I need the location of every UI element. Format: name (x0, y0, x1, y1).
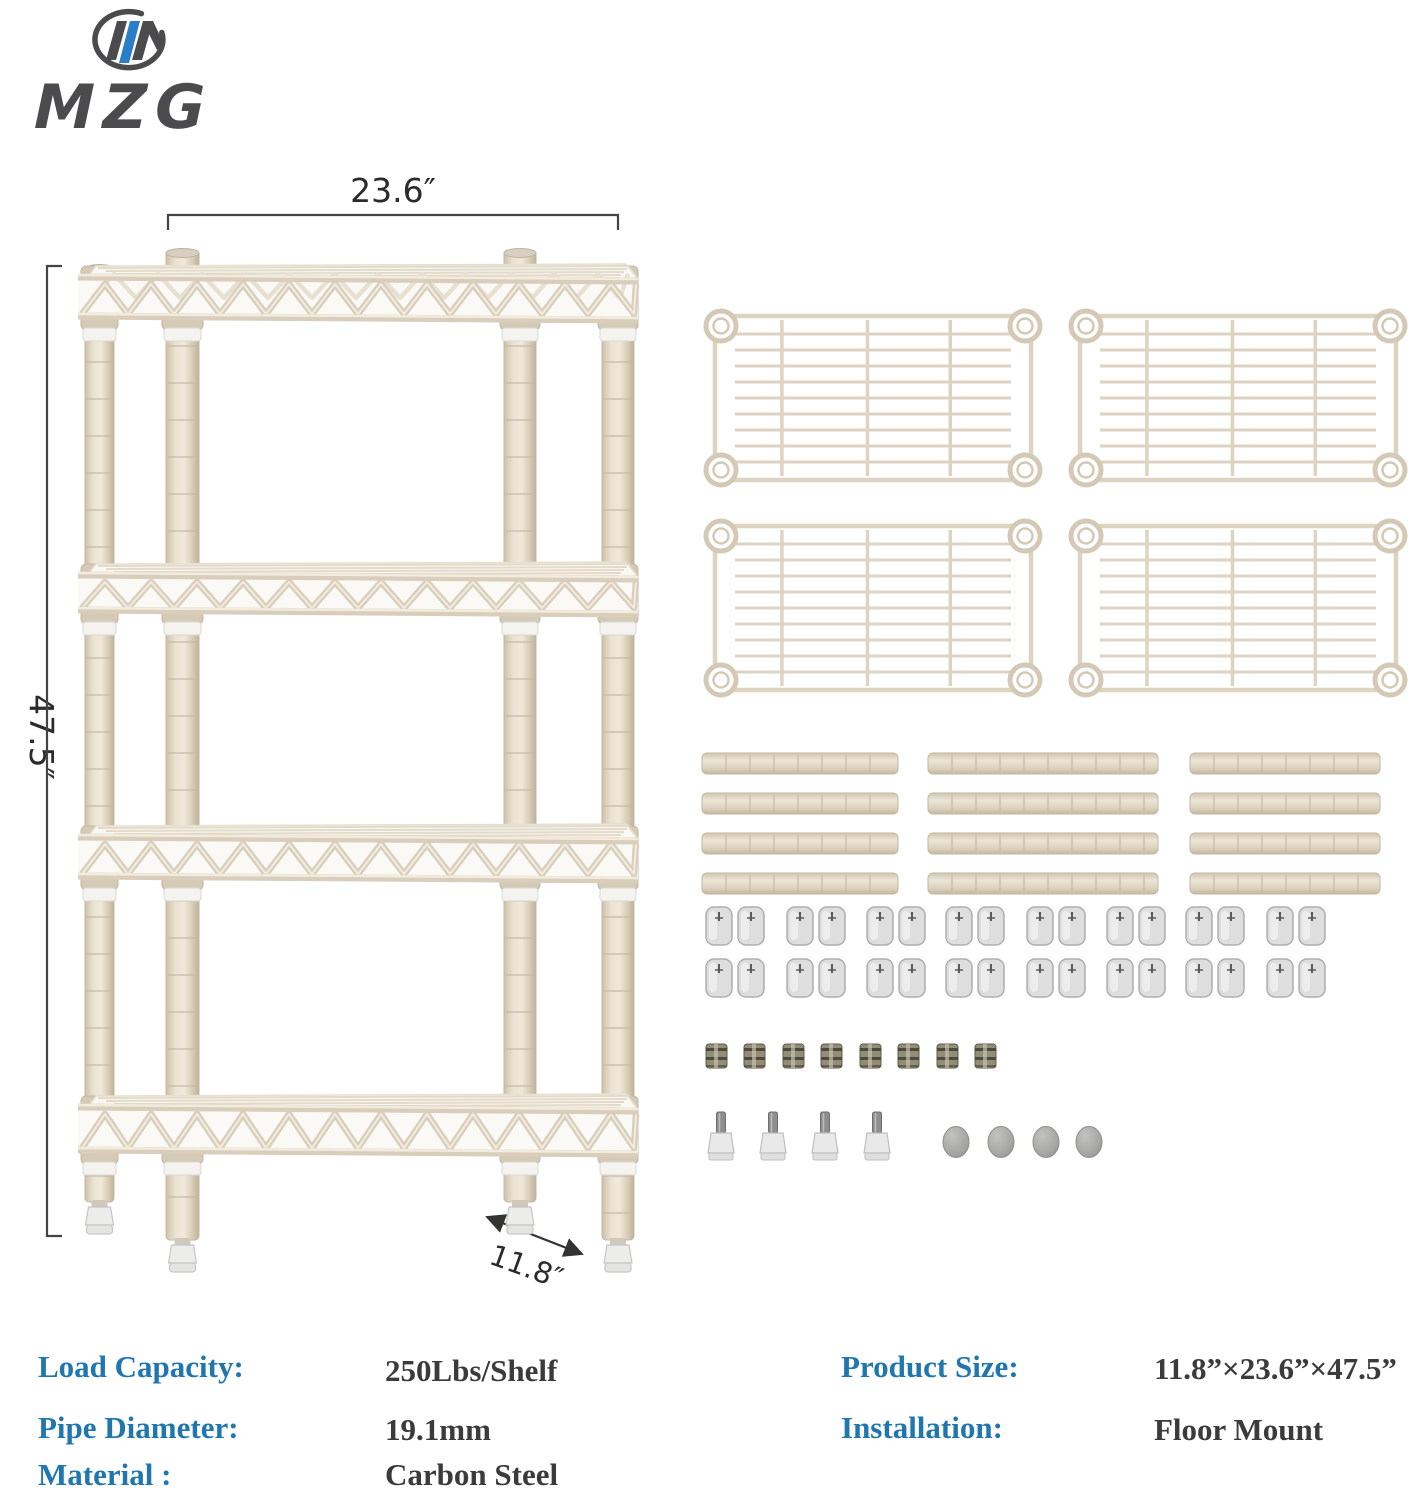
pole-collar-ring (502, 328, 538, 341)
sleeve-clip (1107, 959, 1133, 997)
pole-collar-ring (600, 1162, 636, 1175)
spec-value-material: Carbon Steel (385, 1457, 559, 1492)
brand-logo (34, 12, 214, 143)
sleeve-clip (819, 907, 845, 945)
pole-connector (744, 1044, 765, 1068)
sleeve-clip (819, 959, 845, 997)
panel-corner-collar (1010, 665, 1040, 695)
spec-label-load-capacity: Load Capacity: (38, 1349, 244, 1384)
pole-collar-ring (502, 622, 538, 635)
panel-corner-collar (1010, 521, 1040, 551)
pole-collar-ring (600, 622, 636, 635)
wire-shelf-panel (706, 521, 1040, 695)
sleeve-clip (867, 959, 893, 997)
end-cap (1076, 1127, 1102, 1158)
width-dimension-label: 23.6″ (350, 171, 436, 210)
sleeve-clip (899, 907, 925, 945)
panel-corner-collar (1375, 455, 1405, 485)
panel-corner-collar (1071, 455, 1101, 485)
sleeve-clip (946, 959, 972, 997)
wire-shelf-panel (706, 311, 1040, 485)
wire-shelf-tier (78, 1094, 638, 1154)
unit-foot (86, 1200, 114, 1234)
pole-segment (928, 793, 1158, 814)
sleeve-clip (1299, 959, 1325, 997)
pole-connector (937, 1044, 958, 1068)
sleeve-clip (1027, 959, 1053, 997)
sleeve-clip (978, 959, 1004, 997)
spec-value-load-capacity: 250Lbs/Shelf (385, 1353, 558, 1388)
pole-segment (702, 833, 898, 854)
wire-shelf-tier (78, 264, 638, 320)
pole-connector (783, 1044, 804, 1068)
pole-connector (860, 1044, 881, 1068)
wire-shelf-tier (78, 562, 638, 614)
pole-connector (898, 1044, 919, 1068)
sleeve-clip (1186, 907, 1212, 945)
height-dimension-label: 47.5″ (22, 694, 61, 780)
wire-shelf-panel (1071, 521, 1405, 695)
panel-corner-collar (1375, 665, 1405, 695)
sleeve-clip (867, 907, 893, 945)
sleeve-clip (1267, 959, 1293, 997)
end-cap (943, 1127, 969, 1158)
shelving-unit-illustration (78, 249, 638, 1273)
sleeve-clip (738, 959, 764, 997)
sleeve-clip (1186, 959, 1212, 997)
leveling-foot (864, 1112, 890, 1160)
sleeve-clip (738, 907, 764, 945)
wire-shelf-panel (1071, 311, 1405, 485)
pole-collar-ring (164, 1162, 201, 1175)
pole-collar-ring (600, 328, 636, 341)
panel-corner-collar (1071, 311, 1101, 341)
pole-cap (504, 249, 536, 258)
panel-corner-collar (706, 665, 736, 695)
spec-label-installation: Installation: (841, 1410, 1003, 1445)
spec-value-installation: Floor Mount (1154, 1412, 1324, 1447)
panel-corner-collar (1071, 521, 1101, 551)
panel-corner-collar (706, 311, 736, 341)
pole-connector (975, 1044, 996, 1068)
shelf-pole (504, 249, 536, 1203)
pole-collar-ring (164, 888, 201, 901)
panel-corner-collar (706, 521, 736, 551)
sleeve-clip (706, 959, 732, 997)
sleeve-clip (1059, 959, 1085, 997)
panel-corner-collar (1375, 521, 1405, 551)
unit-foot (604, 1238, 632, 1272)
pole-segment (928, 873, 1158, 894)
pole-collar-ring (83, 622, 116, 635)
spec-label-pipe-diameter: Pipe Diameter: (38, 1410, 239, 1445)
sleeve-clip (1267, 907, 1293, 945)
pole-collar-ring (164, 622, 201, 635)
panel-corner-collar (1375, 311, 1405, 341)
pole-connector (706, 1044, 727, 1068)
leveling-foot (708, 1112, 734, 1160)
unit-foot (506, 1200, 534, 1234)
panel-corner-collar (706, 455, 736, 485)
pole-collar-ring (502, 1162, 538, 1175)
spec-value-product-size: 11.8”×23.6”×47.5” (1154, 1351, 1397, 1386)
shelf-pole (85, 265, 114, 1203)
sleeve-clip (1218, 959, 1244, 997)
pole-segment (702, 753, 898, 774)
pole-segment (1190, 753, 1380, 774)
pole-collar-ring (83, 328, 116, 341)
sleeve-clip (787, 959, 813, 997)
pole-segment (702, 873, 898, 894)
sleeve-clip (706, 907, 732, 945)
pole-collar-ring (164, 328, 201, 341)
panel-corner-collar (1010, 311, 1040, 341)
spec-value-pipe-diameter: 19.1mm (385, 1412, 491, 1447)
end-cap (1033, 1127, 1059, 1158)
panel-corner-collar (1010, 455, 1040, 485)
pole-connector (821, 1044, 842, 1068)
pole-collar-ring (83, 888, 116, 901)
unit-foot (169, 1238, 197, 1272)
wire-shelf-tier (78, 824, 638, 880)
leveling-foot (760, 1112, 786, 1160)
sleeve-clip (946, 907, 972, 945)
pole-segment (928, 753, 1158, 774)
sleeve-clip (1107, 907, 1133, 945)
pole-collar-ring (600, 888, 636, 901)
sleeve-clip (1027, 907, 1053, 945)
pole-collar-ring (83, 1162, 116, 1175)
end-cap (988, 1127, 1014, 1158)
pole-segment (702, 793, 898, 814)
sleeve-clip (1139, 907, 1165, 945)
sleeve-clip (899, 959, 925, 997)
sleeve-clip (978, 907, 1004, 945)
pole-collar-ring (502, 888, 538, 901)
pole-cap (166, 249, 199, 258)
sleeve-clip (1139, 959, 1165, 997)
pole-segment (1190, 873, 1380, 894)
sleeve-clip (787, 907, 813, 945)
panel-corner-collar (1071, 665, 1101, 695)
depth-dimension-label: 11.8″ (485, 1237, 568, 1296)
pole-segment (928, 833, 1158, 854)
shelf-pole (166, 249, 199, 1241)
pole-segment (1190, 793, 1380, 814)
leveling-foot (812, 1112, 838, 1160)
sleeve-clip (1299, 907, 1325, 945)
width-dimension-line (168, 215, 618, 230)
pole-segment (1190, 833, 1380, 854)
sleeve-clip (1218, 907, 1244, 945)
logo-wordmark: MZG (33, 72, 214, 143)
spec-label-product-size: Product Size: (841, 1349, 1019, 1384)
included-parts-illustration (702, 311, 1405, 1160)
spec-label-material: Material : (38, 1457, 172, 1492)
sleeve-clip (1059, 907, 1085, 945)
